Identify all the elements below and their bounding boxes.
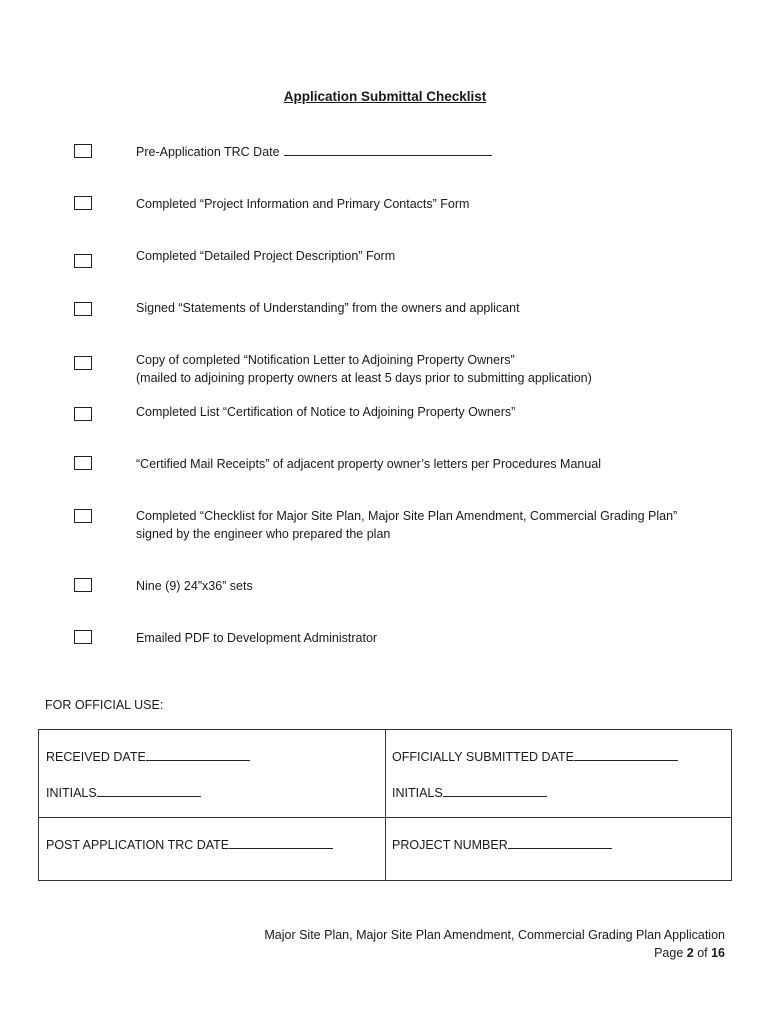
checkbox[interactable] [74, 509, 92, 523]
checkbox[interactable] [74, 407, 92, 421]
initials-field-left[interactable] [46, 784, 201, 800]
officially-submitted-date-label: OFFICIALLY SUBMITTED DATE [392, 750, 574, 764]
checklist-item-label: Copy of completed “Notification Letter to Adjoining Property Owners” [136, 353, 515, 367]
official-use-table [38, 729, 732, 881]
project-number-blank[interactable] [508, 836, 612, 849]
post-application-trc-date-blank[interactable] [229, 836, 333, 849]
footer-document-title: Major Site Plan, Major Site Plan Amendment, Commercial Grading Plan Application [264, 928, 725, 942]
received-date-field[interactable] [46, 748, 250, 764]
checklist-item-label: Signed “Statements of Understanding” from the owners and applicant [136, 301, 520, 315]
checklist-item-label: Completed “Project Information and Primary Contacts” Form [136, 197, 470, 211]
page-prefix: Page [654, 946, 687, 960]
checkbox[interactable] [74, 254, 92, 268]
checklist-item-label: Completed “Checklist for Major Site Plan, Major Site Plan Amendment, Commercial Grading Plan” [136, 509, 678, 523]
page-indicator [264, 944, 725, 962]
initials-label: INITIALS [392, 786, 443, 800]
checklist-item-label: Completed List “Certification of Notice to Adjoining Property Owners” [136, 405, 516, 419]
initials-label: INITIALS [46, 786, 97, 800]
checkbox[interactable] [74, 302, 92, 316]
page-of: of [693, 946, 712, 960]
project-number-label: PROJECT NUMBER [392, 838, 508, 852]
checklist-item-label: Pre-Application TRC Date [136, 145, 280, 159]
table-divider [39, 817, 731, 818]
official-use-label: FOR OFFICIAL USE: [45, 698, 164, 712]
officially-submitted-date-field[interactable] [392, 748, 678, 764]
checkbox[interactable] [74, 456, 92, 470]
checklist-item-label: “Certified Mail Receipts” of adjacent property owner’s letters per Procedures Manual [136, 457, 602, 471]
table-divider [385, 730, 386, 880]
received-date-blank[interactable] [146, 748, 250, 761]
checkbox[interactable] [74, 196, 92, 210]
page-title: Application Submittal Checklist [283, 89, 487, 104]
received-date-label: RECEIVED DATE [46, 750, 146, 764]
post-application-trc-date-field[interactable] [46, 836, 333, 852]
initials-field-right[interactable] [392, 784, 547, 800]
page-current: 2 [686, 946, 694, 960]
checklist-item-note: signed by the engineer who prepared the plan [136, 527, 391, 541]
project-number-field[interactable] [392, 836, 612, 852]
checkbox[interactable] [74, 630, 92, 644]
date-blank-line[interactable] [284, 143, 492, 156]
page-footer [264, 926, 725, 962]
officially-submitted-date-blank[interactable] [574, 748, 678, 761]
checkbox[interactable] [74, 356, 92, 370]
checklist-item-label: Completed “Detailed Project Description” Form [136, 249, 396, 263]
checklist-item-label: Emailed PDF to Development Administrator [136, 631, 378, 645]
initials-blank[interactable] [97, 784, 201, 797]
post-application-trc-date-label: POST APPLICATION TRC DATE [46, 838, 230, 852]
initials-blank[interactable] [443, 784, 547, 797]
page-total: 16 [711, 946, 725, 960]
checkbox[interactable] [74, 578, 92, 592]
checklist-item-note: (mailed to adjoining property owners at least 5 days prior to submitting application) [136, 371, 592, 385]
checklist-item-label: Nine (9) 24”x36” sets [136, 579, 253, 593]
checkbox[interactable] [74, 144, 92, 158]
